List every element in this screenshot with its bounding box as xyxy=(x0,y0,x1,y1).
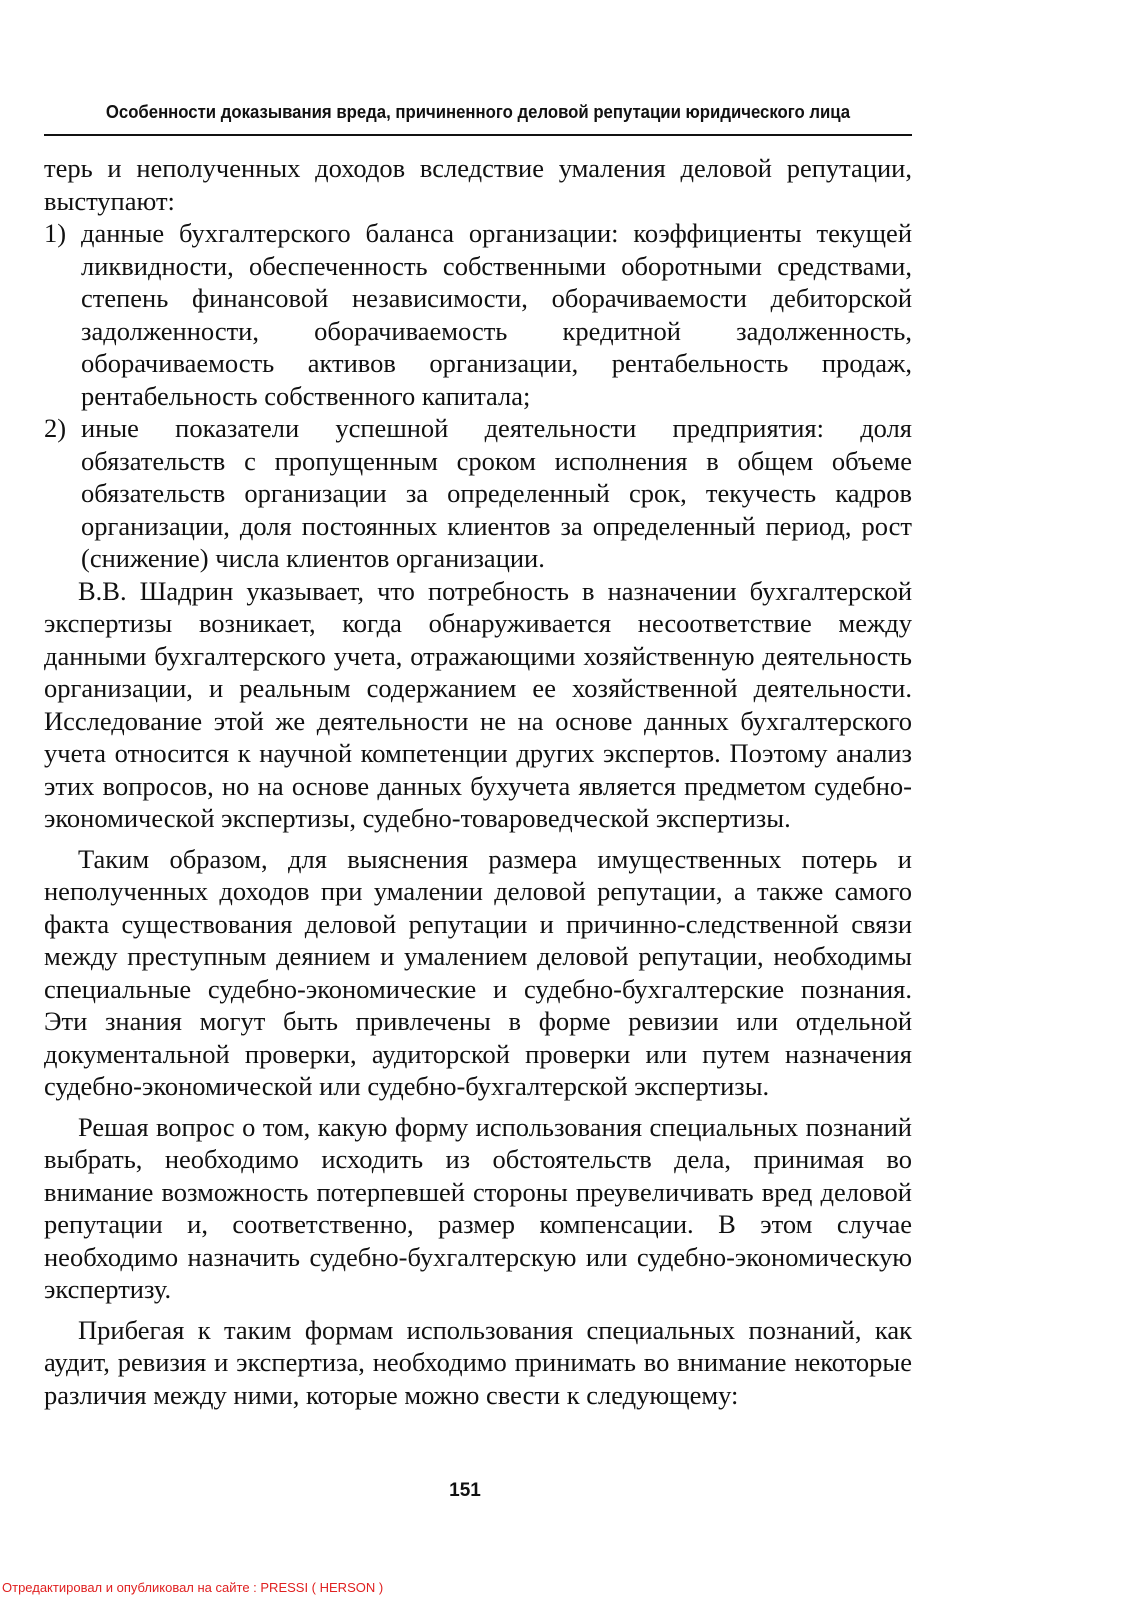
list-item xyxy=(44,217,912,412)
list-item-number: 2) xyxy=(44,413,67,443)
list-item-number: 1) xyxy=(44,218,67,248)
page-body xyxy=(44,152,912,1411)
paragraph-conclusion: Таким образом, для выяснения размера имущественных потерь и неполученных доходов при умалении деловой репутации, а также самого факта существования деловой репутации и причинно-следственной связи между преступным деянием и умалением деловой репутации, необходимы специальные судебно-экономические и судебно-бухгалтерские познания. Эти знания могут быть привлечены в форме ревизии или отдельной документальной проверки, аудиторской проверки или путем назначения судебно-экономической или судебно-бухгалтерской экспертизы. xyxy=(44,843,912,1101)
paragraph-differences: Прибегая к таким формам использования специальных познаний, как аудит, ревизия и экспертиза, необходимо принимать во внимание некоторые различия между ними, которые можно свести к следующему: xyxy=(44,1314,912,1410)
paragraph-form-choice: Решая вопрос о том, какую форму использования специальных познаний выбрать, необходимо исходить из обстоятельств дела, принимая во внимание возможность потерпевшей стороны преувеличивать вред деловой репутации и, соответственно, размер компенсации. В этом случае необходимо назначить судебно-бухгалтерскую или судебно-экономическую экспертизу. xyxy=(44,1111,912,1304)
running-title: Особенности доказывания вреда, причиненного деловой репутации юридического лица xyxy=(105,102,851,122)
publisher-credit: Отредактировал и опубликовал на сайте : PRESSI ( HERSON ) xyxy=(2,1580,384,1595)
list-item-text: данные бухгалтерского баланса организации: коэффициенты текущей ликвидности, обеспеченность собственными оборотными средствами, степень финансовой независимости, оборачиваемости дебиторской задолженности, оборачиваемость кредитной задолженность, оборачиваемость активов организации, рентабельность продаж, рентабельность собственного капитала; xyxy=(81,218,912,411)
header-rule xyxy=(44,134,912,136)
list-item-text: иные показатели успешной деятельности предприятия: доля обязательств с пропущенным сроком исполнения в общем объеме обязательств организации за определенный срок, текучесть кадров организации, доля постоянных клиентов за определенный период, рост (снижение) числа клиентов организации. xyxy=(81,413,912,573)
page-number: 151 xyxy=(449,1480,481,1501)
paragraph-shadrin: В.В. Шадрин указывает, что потребность в назначении бухгалтерской экспертизы возникает, когда обнаруживается несоответствие между данными бухгалтерского учета, отражающими хозяйственную деятельность организации, и реальным содержанием ее хозяйственной деятельности. Исследование этой же деятельности не на основе данных бухгалтерского учета относится к научной компетенции других экспертов. Поэтому анализ этих вопросов, но на основе данных бухучета является предметом судебно-экономической экспертизы, судебно-товароведческой экспертизы. xyxy=(44,575,912,833)
list-item xyxy=(44,412,912,575)
intro-paragraph: терь и неполученных доходов вследствие умаления деловой репутации, выступают: xyxy=(44,153,912,216)
